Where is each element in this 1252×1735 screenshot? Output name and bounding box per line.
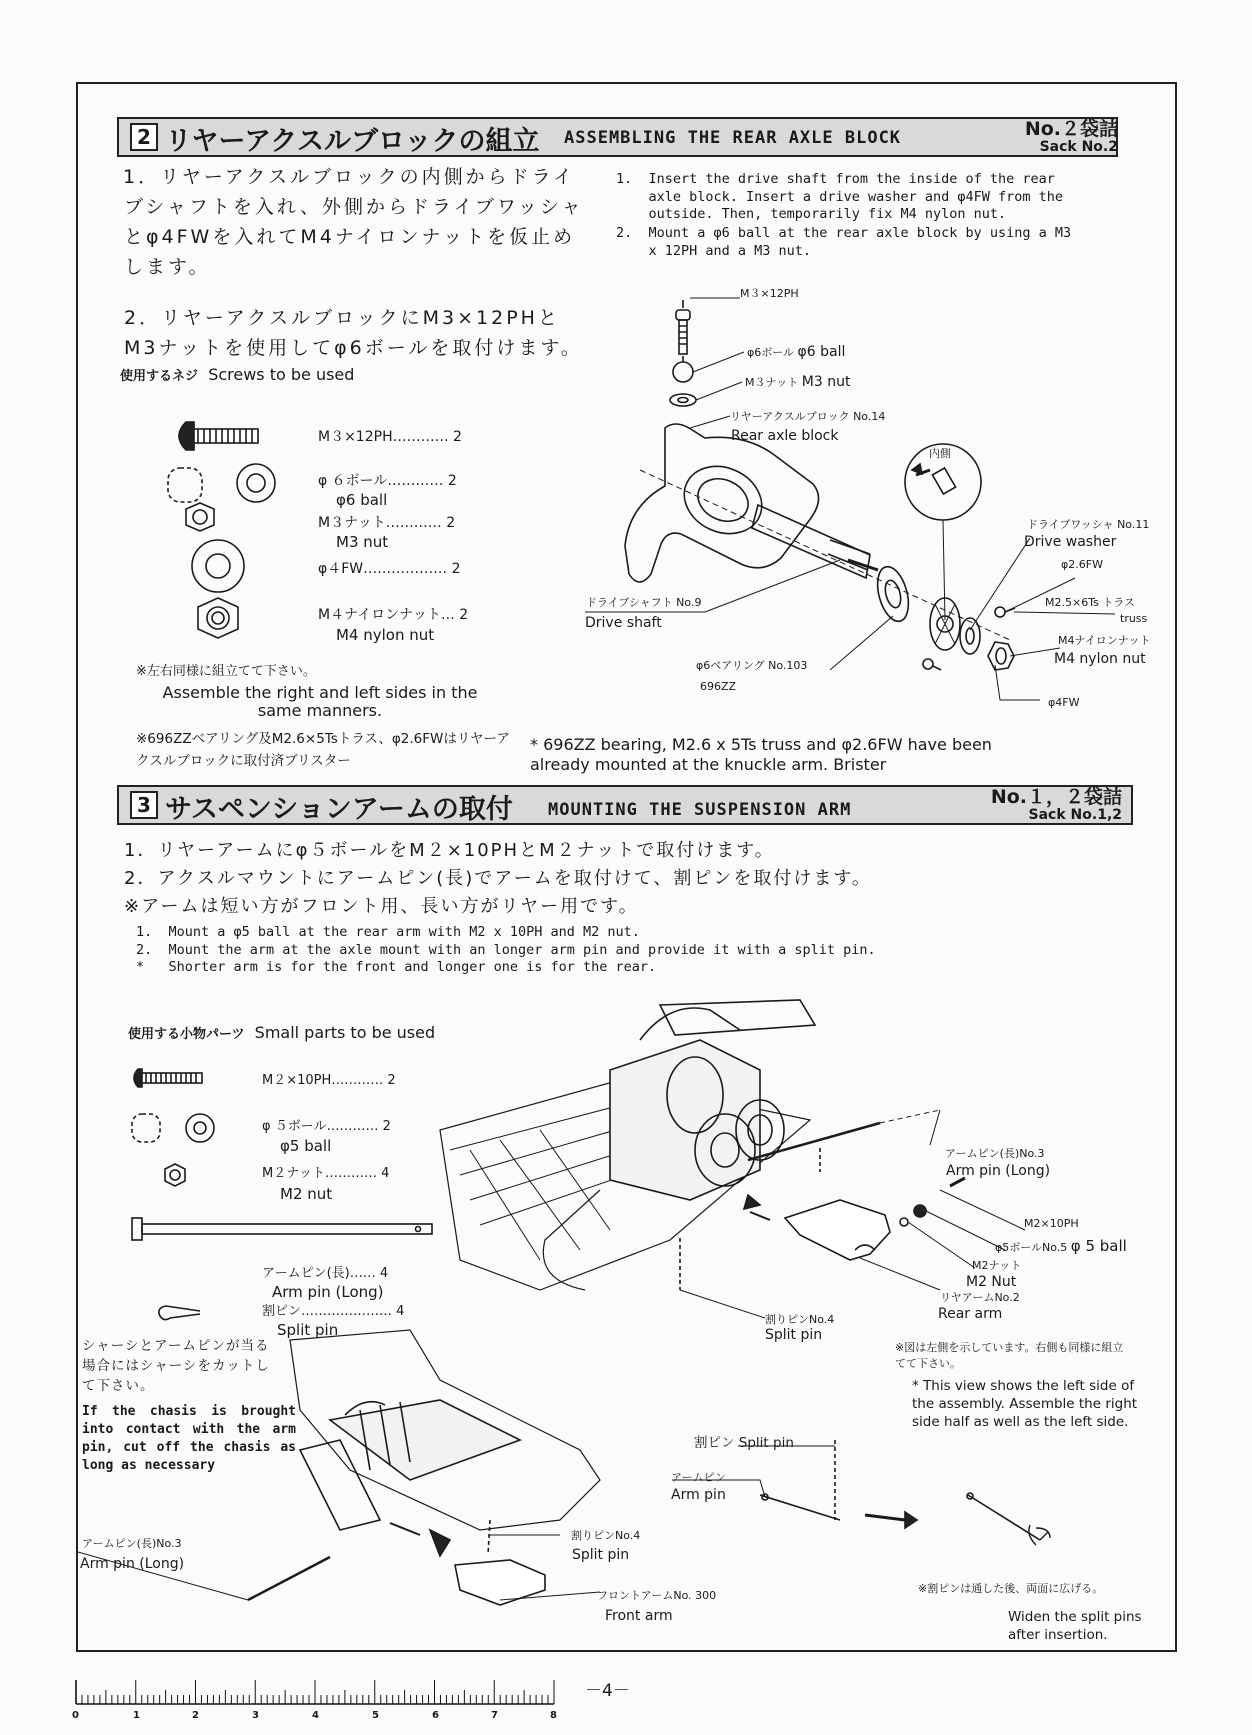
- diag-bearing-ja: φ6ベアリング No.103: [696, 659, 808, 672]
- part3-m2-nut-en: M2 nut: [280, 1185, 333, 1203]
- diag3-splitpin2-ja: 割りピンNo.4: [571, 1529, 641, 1542]
- section-2-step-1-ja: 1．リヤーアクスルブロックの内側からドライブシャフトを入れ、外側からドライブワッシャとφ4FWを入れてM4ナイロンナットを仮止めします。: [123, 166, 584, 278]
- diag-fw4: φ4FW: [1048, 696, 1080, 709]
- screws-heading-ja: 使用するネジ: [120, 369, 199, 384]
- diag3-armpin-long2-en: Arm pin (Long): [80, 1556, 185, 1572]
- note-blister-ja: ※696ZZベアリング及M2.6×5Tsトラス、φ2.6FWはリヤーアクスルブロックに取付済ブリスター: [136, 731, 510, 769]
- diag3-frontarm-ja: フロントアームNo. 300: [597, 1589, 717, 1602]
- ruler-label-1: 1: [133, 1710, 140, 1721]
- diag3-armpin-ja: アームピン: [671, 1471, 726, 1484]
- diag-truss-ja: M2.5×6Ts トラス: [1045, 596, 1135, 609]
- part3-m2x10ph: M２×10PH………… 2: [262, 1073, 396, 1088]
- diag3-splitpin-label: 割ピン Split pin: [694, 1435, 794, 1451]
- section-2-number: 2: [130, 123, 158, 151]
- washer-icon: [237, 464, 275, 502]
- part3-splitpin: 割ピン………………… 4: [262, 1304, 405, 1319]
- diag3-widen-en: Widen the split pins after insertion.: [1008, 1609, 1142, 1643]
- section-3-step-3-ja: ※アームは短い方がフロント用、長い方がリヤー用です。: [124, 896, 639, 917]
- section-2-step-2-ja: 2．リヤーアクスルブロックにM3×12PHとM3ナットを使用してφ6ボールを取付けます。: [124, 307, 583, 359]
- washer-small-icon: [186, 1114, 214, 1142]
- diag-washer-ja: ドライブワッシャ No.11: [1027, 518, 1150, 531]
- part3-5-ball: φ ５ボール………… 2: [262, 1119, 391, 1134]
- diag-m3x12ph: M３×12PH: [740, 287, 799, 300]
- small-parts-heading-ja: 使用する小物パーツ: [128, 1027, 245, 1042]
- chassis-note-en: If the chasis is brought into contact with the arm pin, cut off the chasis as long as necessary: [82, 1404, 296, 1473]
- ruler-label-5: 5: [372, 1710, 379, 1721]
- ruler-label-0: 0: [72, 1710, 79, 1721]
- part-6-ball: φ ６ボール………… 2: [318, 473, 457, 489]
- part3-m2-nut: M２ナット………… 4: [262, 1166, 390, 1181]
- section-2-title-ja: リヤーアクスルブロックの組立: [165, 126, 540, 157]
- m4-nylon-nut-icon: [198, 598, 238, 638]
- m3-nut-icon: [186, 503, 214, 531]
- diag-m3nut-ja: M３ナット: [745, 376, 799, 389]
- screw-m2x10ph-icon: [134, 1069, 202, 1087]
- part3-armpin: アームピン(長)…… 4: [262, 1266, 389, 1281]
- suspension-arm-diagram: [78, 1000, 1050, 1605]
- diag-truss-en: truss: [1120, 612, 1148, 625]
- rear-axle-diagram: [585, 298, 1115, 700]
- screw-m3x12ph-icon: [179, 422, 258, 450]
- diag-fw26: φ2.6FW: [1061, 558, 1103, 571]
- part3-splitpin-en: Split pin: [277, 1321, 339, 1339]
- ruler-label-3: 3: [252, 1710, 259, 1721]
- diag-shaft-en: Drive shaft: [585, 615, 662, 631]
- diag3-armpin-long-en: Arm pin (Long): [946, 1163, 1051, 1179]
- chassis-note-ja: シャーシとアームピンが当る場合にはシャーシをカットして下さい。: [82, 1338, 270, 1394]
- section-3-number: 3: [130, 791, 158, 819]
- ruler-label-6: 6: [432, 1710, 439, 1721]
- section-2-title-en: ASSEMBLING THE REAR AXLE BLOCK: [564, 128, 902, 148]
- ball-6-icon: [168, 468, 202, 502]
- diag-ball-en-text: φ6 ball: [797, 344, 846, 360]
- diag3-left-view-ja: ※図は左側を示しています。右側も同様に組立てて下さい。: [895, 1341, 1124, 1370]
- part-m4-nylon-nut-en: M4 nylon nut: [336, 626, 435, 644]
- sack3-label-en: Sack No.1,2: [1028, 807, 1122, 823]
- section-3-steps-en: 1. Mount a φ5 ball at the rear arm with M2 x 10PH and M2 nut. 2. Mount the arm at the axle mount with an longer arm pin and provide it with a split pin. * Shorter arm is for the front and longer one is for the rear.: [136, 924, 876, 975]
- part-4fw: φ４FW……………… 2: [318, 561, 461, 577]
- diag-m3nut-en: M3 nut: [801, 374, 851, 390]
- part-m3x12ph: M３×12PH………… 2: [318, 429, 462, 445]
- section-3-title-en: MOUNTING THE SUSPENSION ARM: [548, 800, 852, 820]
- diag3-m2x10ph: M2×10PH: [1024, 1217, 1079, 1230]
- ruler-label-8: 8: [550, 1710, 557, 1721]
- diag3-ball5-ja: φ5ボールNo.5: [995, 1241, 1068, 1254]
- diag3-armpin-long2-ja: アームピン(長)No.3: [82, 1537, 182, 1550]
- part-m3-nut-en: M3 nut: [336, 533, 389, 551]
- ruler-label-4: 4: [312, 1710, 319, 1721]
- diag3-m2nut-en: M2 Nut: [966, 1274, 1017, 1290]
- ruler: [76, 1680, 554, 1704]
- note-lr-ja: ※左右同様に組立てて下さい。: [136, 664, 316, 679]
- section-2-step-1-en: 1. Insert the drive shaft from the inside of the rear axle block. Insert a drive washer and φ4FW from the outside. Then, temporarily fix M4 nylon nut.: [616, 171, 1064, 222]
- part-6-ball-en: φ6 ball: [336, 491, 388, 509]
- fw4-washer-icon: [192, 540, 244, 592]
- sack-label-ja: No.２袋詰: [1024, 118, 1118, 140]
- diag3-armpin-long-ja: アームピン(長)No.3: [945, 1147, 1045, 1160]
- diag3-splitpin-ja: 割りピンNo.4: [765, 1313, 835, 1326]
- m2-nut-icon: [165, 1164, 185, 1186]
- part-m4-nylon-nut: M４ナイロンナット… 2: [318, 607, 469, 623]
- diag-washer-en: Drive washer: [1024, 534, 1117, 550]
- arm-pin-long-icon: [132, 1218, 432, 1240]
- sack3-label-ja: No.１，２袋詰: [990, 786, 1122, 808]
- diag3-reararm-en: Rear arm: [938, 1306, 1003, 1322]
- diag-shaft-ja: ドライブシャフト No.9: [586, 596, 702, 609]
- diag-block-en: Rear axle block: [731, 428, 839, 444]
- section-3-step-2-ja: 2．アクスルマウントにアームピン(長)でアームを取付けて、割ピンを取付けます。: [124, 868, 872, 889]
- section-3-step-1-ja: 1．リヤーアームにφ５ボールをM２×10PHとM２ナットで取付けます。: [124, 840, 775, 861]
- note-lr-en: Assemble the right and left sides in the same manners.: [162, 683, 478, 720]
- diag3-widen-ja: ※割ピンは通した後、両面に広げる。: [918, 1582, 1104, 1595]
- split-pin-icon: [159, 1306, 200, 1320]
- diag-block-ja: リヤーアクスルブロック No.14: [730, 410, 886, 423]
- diag3-splitpin2-en: Split pin: [572, 1547, 630, 1563]
- diag3-reararm-ja: リヤアームNo.2: [940, 1291, 1020, 1304]
- diag3-ball5-en: φ 5 ball: [1070, 1237, 1127, 1255]
- diag-nylon-en: M4 nylon nut: [1054, 651, 1146, 667]
- diag3-armpin-en: Arm pin: [671, 1487, 726, 1503]
- small-parts-heading-en: Small parts to be used: [254, 1023, 436, 1042]
- part-m3-nut: M３ナット………… 2: [318, 515, 456, 531]
- diag-nylon-ja: M4ナイロンナット: [1058, 634, 1151, 647]
- ball-5-icon: [132, 1114, 160, 1142]
- diag3-splitpin-en: Split pin: [765, 1327, 823, 1343]
- ruler-label-2: 2: [192, 1710, 199, 1721]
- part3-armpin-en: Arm pin (Long): [272, 1283, 384, 1301]
- screws-heading-en: Screws to be used: [208, 365, 355, 384]
- diag3-m2nut-ja: M2ナット: [972, 1259, 1022, 1272]
- diag3-left-view-en: * This view shows the left side of the assembly. Assemble the right side half as well as the left side.: [912, 1378, 1138, 1430]
- section-3-title-ja: サスペンションアームの取付: [165, 794, 513, 825]
- diag-inside: 内側: [929, 447, 951, 460]
- diag3-frontarm-en: Front arm: [605, 1608, 673, 1624]
- diag-bearing-en: 696ZZ: [700, 680, 737, 693]
- ruler-label-7: 7: [491, 1710, 498, 1721]
- part3-5-ball-en: φ5 ball: [280, 1137, 332, 1155]
- diag-ball-ja-text: φ6ボール: [747, 346, 795, 359]
- page-number: －4－: [585, 1681, 630, 1701]
- sack-label-en: Sack No.2: [1039, 139, 1118, 155]
- section-2-step-2-en: 2. Mount a φ6 ball at the rear axle block by using a M3 x 12PH and a M3 nut.: [616, 225, 1072, 259]
- note-blister-en: * 696ZZ bearing, M2.6 x 5Ts truss and φ2.6FW have been already mounted at the knuckle arm. Brister: [530, 735, 992, 774]
